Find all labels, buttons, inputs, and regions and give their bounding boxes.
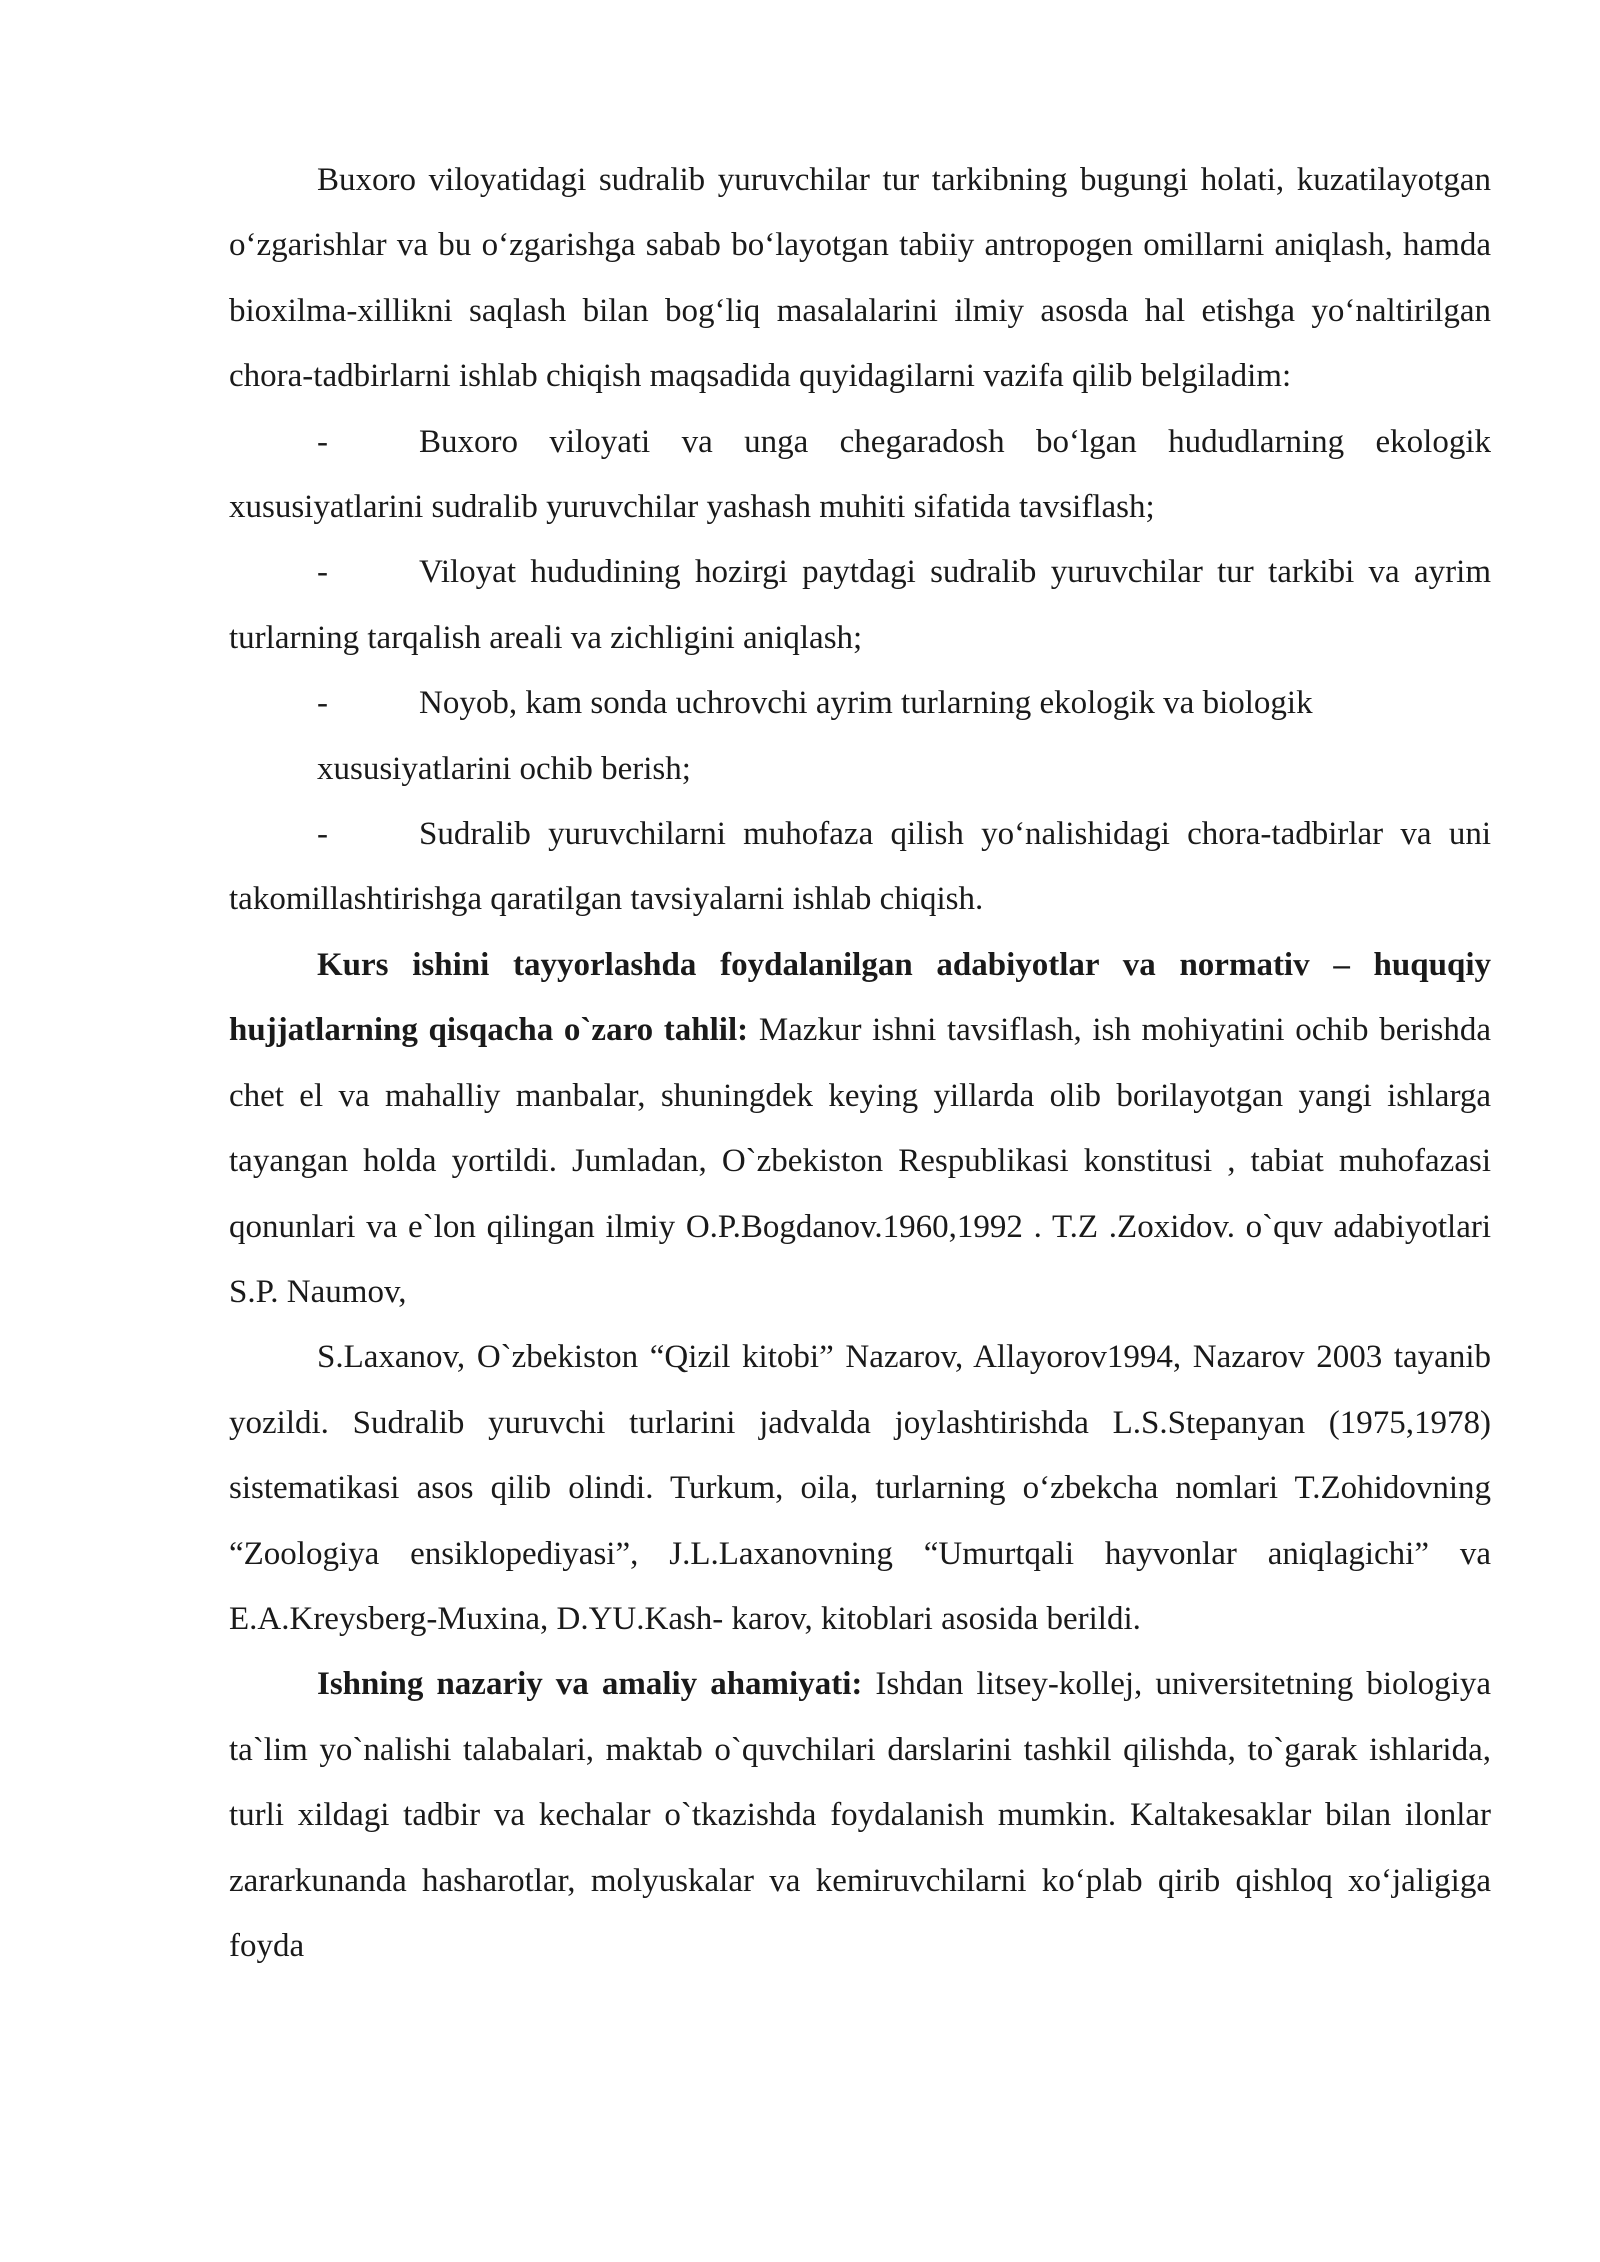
list-item [229,410,1491,541]
bullet-dash: - [317,816,328,853]
document-body [229,148,1491,1979]
references-paragraph: S.Laxanov, O`zbekiston “Qizil kitobi” Nazarov, Allayorov1994, Nazarov 2003 tayanib yozildi. Sudralib yuruvchi turlarini jadvalda joylashtirishda L.S.Stepanyan (1975,1978) sistematikasi asos qilib olindi. Turkum, oila, turlarning o‘zbekcha nomlari T.Zohidovning “Zoologiya ensiklopediyasi”, J.L.Laxanovning “Umurtqali hayvonlar aniqlagichi” va E.A.Kreysberg-Muxina, D.YU.Kash- karov, kitoblari asosida berildi. [229,1339,1491,1637]
paragraph-text: Mazkur ishni tavsiflash, ish mohiyatini ochib berishda chet el va mahalliy manbalar, shuningdek keying yillarda olib borilayotgan yangi ishlarga tayangan holda yortildi. Jumladan, O`zbekiston Respublikasi konstitusi , tabiat muhofazasi qonunlari va e`lon qilingan ilmiy O.P.Bogdanov.1960,1992 . T.Z .Zoxidov. o`quv adabiyotlari S.P. Naumov, [229,1012,1492,1310]
paragraph-text: Ishdan litsey-kollej, universitetning biologiya ta`lim yo`nalishi talabalari, maktab o`quvchilari darslarini tashkil qilishda, to`garak ishlarida, turli xildagi tadbir va kechalar o`tkazishda foydalanish mumkin. Kaltakesaklar bilan ilonlar zararkunanda hasharotlar, molyuskalar va kemiruvchilarni ko‘plab qirib qishloq xo‘jaligiga foyda [229,1666,1491,1964]
literature-review-paragraph [229,933,1491,1325]
section-heading: Kurs ishini tayyorlashda foydalanilgan adabiyotlar va normativ – huquqiy hujjatlarning qisqacha o`zaro tahlil: [229,946,1491,1049]
bullet-dash: - [317,685,328,722]
significance-paragraph [229,1652,1491,1979]
list-item-continuation: xususiyatlarini ochib berish; [317,750,691,787]
list-item [229,540,1491,671]
list-item-text: Sudralib yuruvchilarni muhofaza qilish yo‘nalishidagi chora-tadbirlar va uni takomillashtirishga qaratilgan tavsiyalarni ishlab chiqish. [229,816,1491,918]
section-heading: Ishning nazariy va amaliy ahamiyati: [317,1666,863,1703]
intro-paragraph: Buxoro viloyatidagi sudralib yuruvchilar tur tarkibning bugungi holati, kuzatilayotgan o‘zgarishlar va bu o‘zgarishga sabab bo‘layotgan tabiiy antropogen omillarni aniqlash, hamda bioxilma-xillikni saqlash bilan bog‘liq masalalarini ilmiy asosda hal etishga yo‘naltirilgan chora-tadbirlarni ishlab chiqish maqsadida quyidagilarni vazifa qilib belgiladim: [229,162,1491,395]
list-item-text: Noyob, kam sonda uchrovchi ayrim turlarning ekologik va biologik [419,685,1313,722]
bullet-dash: - [317,423,328,460]
list-item-text: Viloyat hududining hozirgi paytdagi sudralib yuruvchilar tur tarkibi va ayrim turlarning tarqalish areali va zichligini aniqlash; [229,554,1491,656]
list-item [229,802,1491,933]
list-item [229,671,1491,736]
list-item-text: Buxoro viloyati va unga chegaradosh bo‘lgan hududlarning ekologik xususiyatlarini sudralib yuruvchilar yashash muhiti sifatida tavsiflash; [229,423,1491,526]
bullet-dash: - [317,554,328,591]
